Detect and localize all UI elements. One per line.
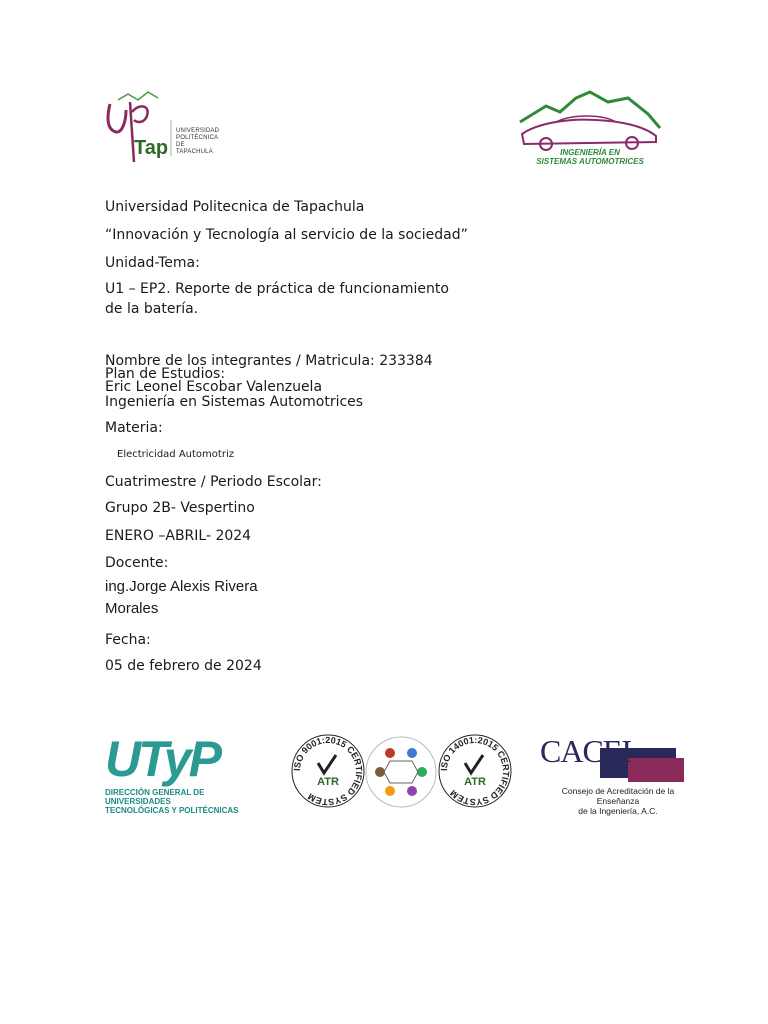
- equality-seal: [364, 733, 438, 811]
- uptap-logo-tap: Tap: [134, 137, 169, 159]
- isa-logo: [516, 88, 664, 170]
- slogan: “Innovación y Tecnología al servicio de la sociedad”: [105, 227, 468, 243]
- unit-line-2: de la batería.: [105, 301, 199, 317]
- unit-label: Unidad-Tema:: [105, 255, 200, 271]
- cacei-logo-mark: CACEI: [540, 733, 631, 769]
- iso-9001-seal: [290, 733, 366, 809]
- cacei-logo-caption: Consejo de Acreditación de la Enseñanza de la Ingeniería, A.C.: [561, 786, 675, 816]
- program-name: Ingeniería en Sistemas Automotrices: [105, 394, 364, 410]
- unit-line-1: U1 – EP2. Reporte de práctica de funcionamiento: [105, 281, 449, 297]
- isa-logo-text: INGENIERÍA EN SISTEMAS AUTOMOTRICES: [536, 148, 644, 166]
- uptap-logo: [104, 90, 219, 170]
- utp-logo: [105, 731, 255, 815]
- student-name: Eric Leonel Escobar Valenzuela: [105, 379, 323, 395]
- plan-label: Plan de Estudios:: [105, 366, 226, 382]
- iso-9001-ring-text: ISO 9001:2015 CERTIFIED SYSTEM: [291, 734, 365, 808]
- date-label: Fecha:: [105, 632, 151, 648]
- cacei-logo-bar-accent: [628, 758, 684, 782]
- cacei-logo: [540, 733, 696, 816]
- date-value: 05 de febrero de 2024: [105, 658, 262, 674]
- teacher-label: Docente:: [105, 555, 169, 571]
- uptap-logo-text: UNIVERSIDAD POLITÉCNICA DE TAPACHULA: [176, 128, 220, 155]
- utp-logo-mark: UTyP: [105, 731, 219, 787]
- utp-logo-caption: DIRECCIÓN GENERAL DE UNIVERSIDADES TECNOLÓGICAS Y POLITÉCNICAS: [105, 788, 239, 815]
- iso-14001-center: ATR: [464, 776, 486, 788]
- subject-value: Electricidad Automotriz: [117, 449, 234, 460]
- teacher-name-line-1: ing.Jorge Alexis Rivera: [105, 578, 258, 595]
- iso-14001-ring-text: ISO 14001:2015 CERTIFIED SYSTEM: [438, 734, 512, 808]
- teacher-name-line-2: Morales: [105, 600, 159, 617]
- members-label: Nombre de los integrantes / Matricula: 233384: [105, 353, 433, 369]
- period-value: ENERO –ABRIL- 2024: [105, 528, 252, 544]
- university-name: Universidad Politecnica de Tapachula: [105, 199, 365, 215]
- iso-9001-center: ATR: [317, 776, 339, 788]
- group-value: Grupo 2B- Vespertino: [105, 500, 255, 516]
- term-label: Cuatrimestre / Periodo Escolar:: [105, 474, 322, 490]
- subject-label: Materia:: [105, 420, 163, 436]
- iso-14001-seal: [437, 733, 513, 809]
